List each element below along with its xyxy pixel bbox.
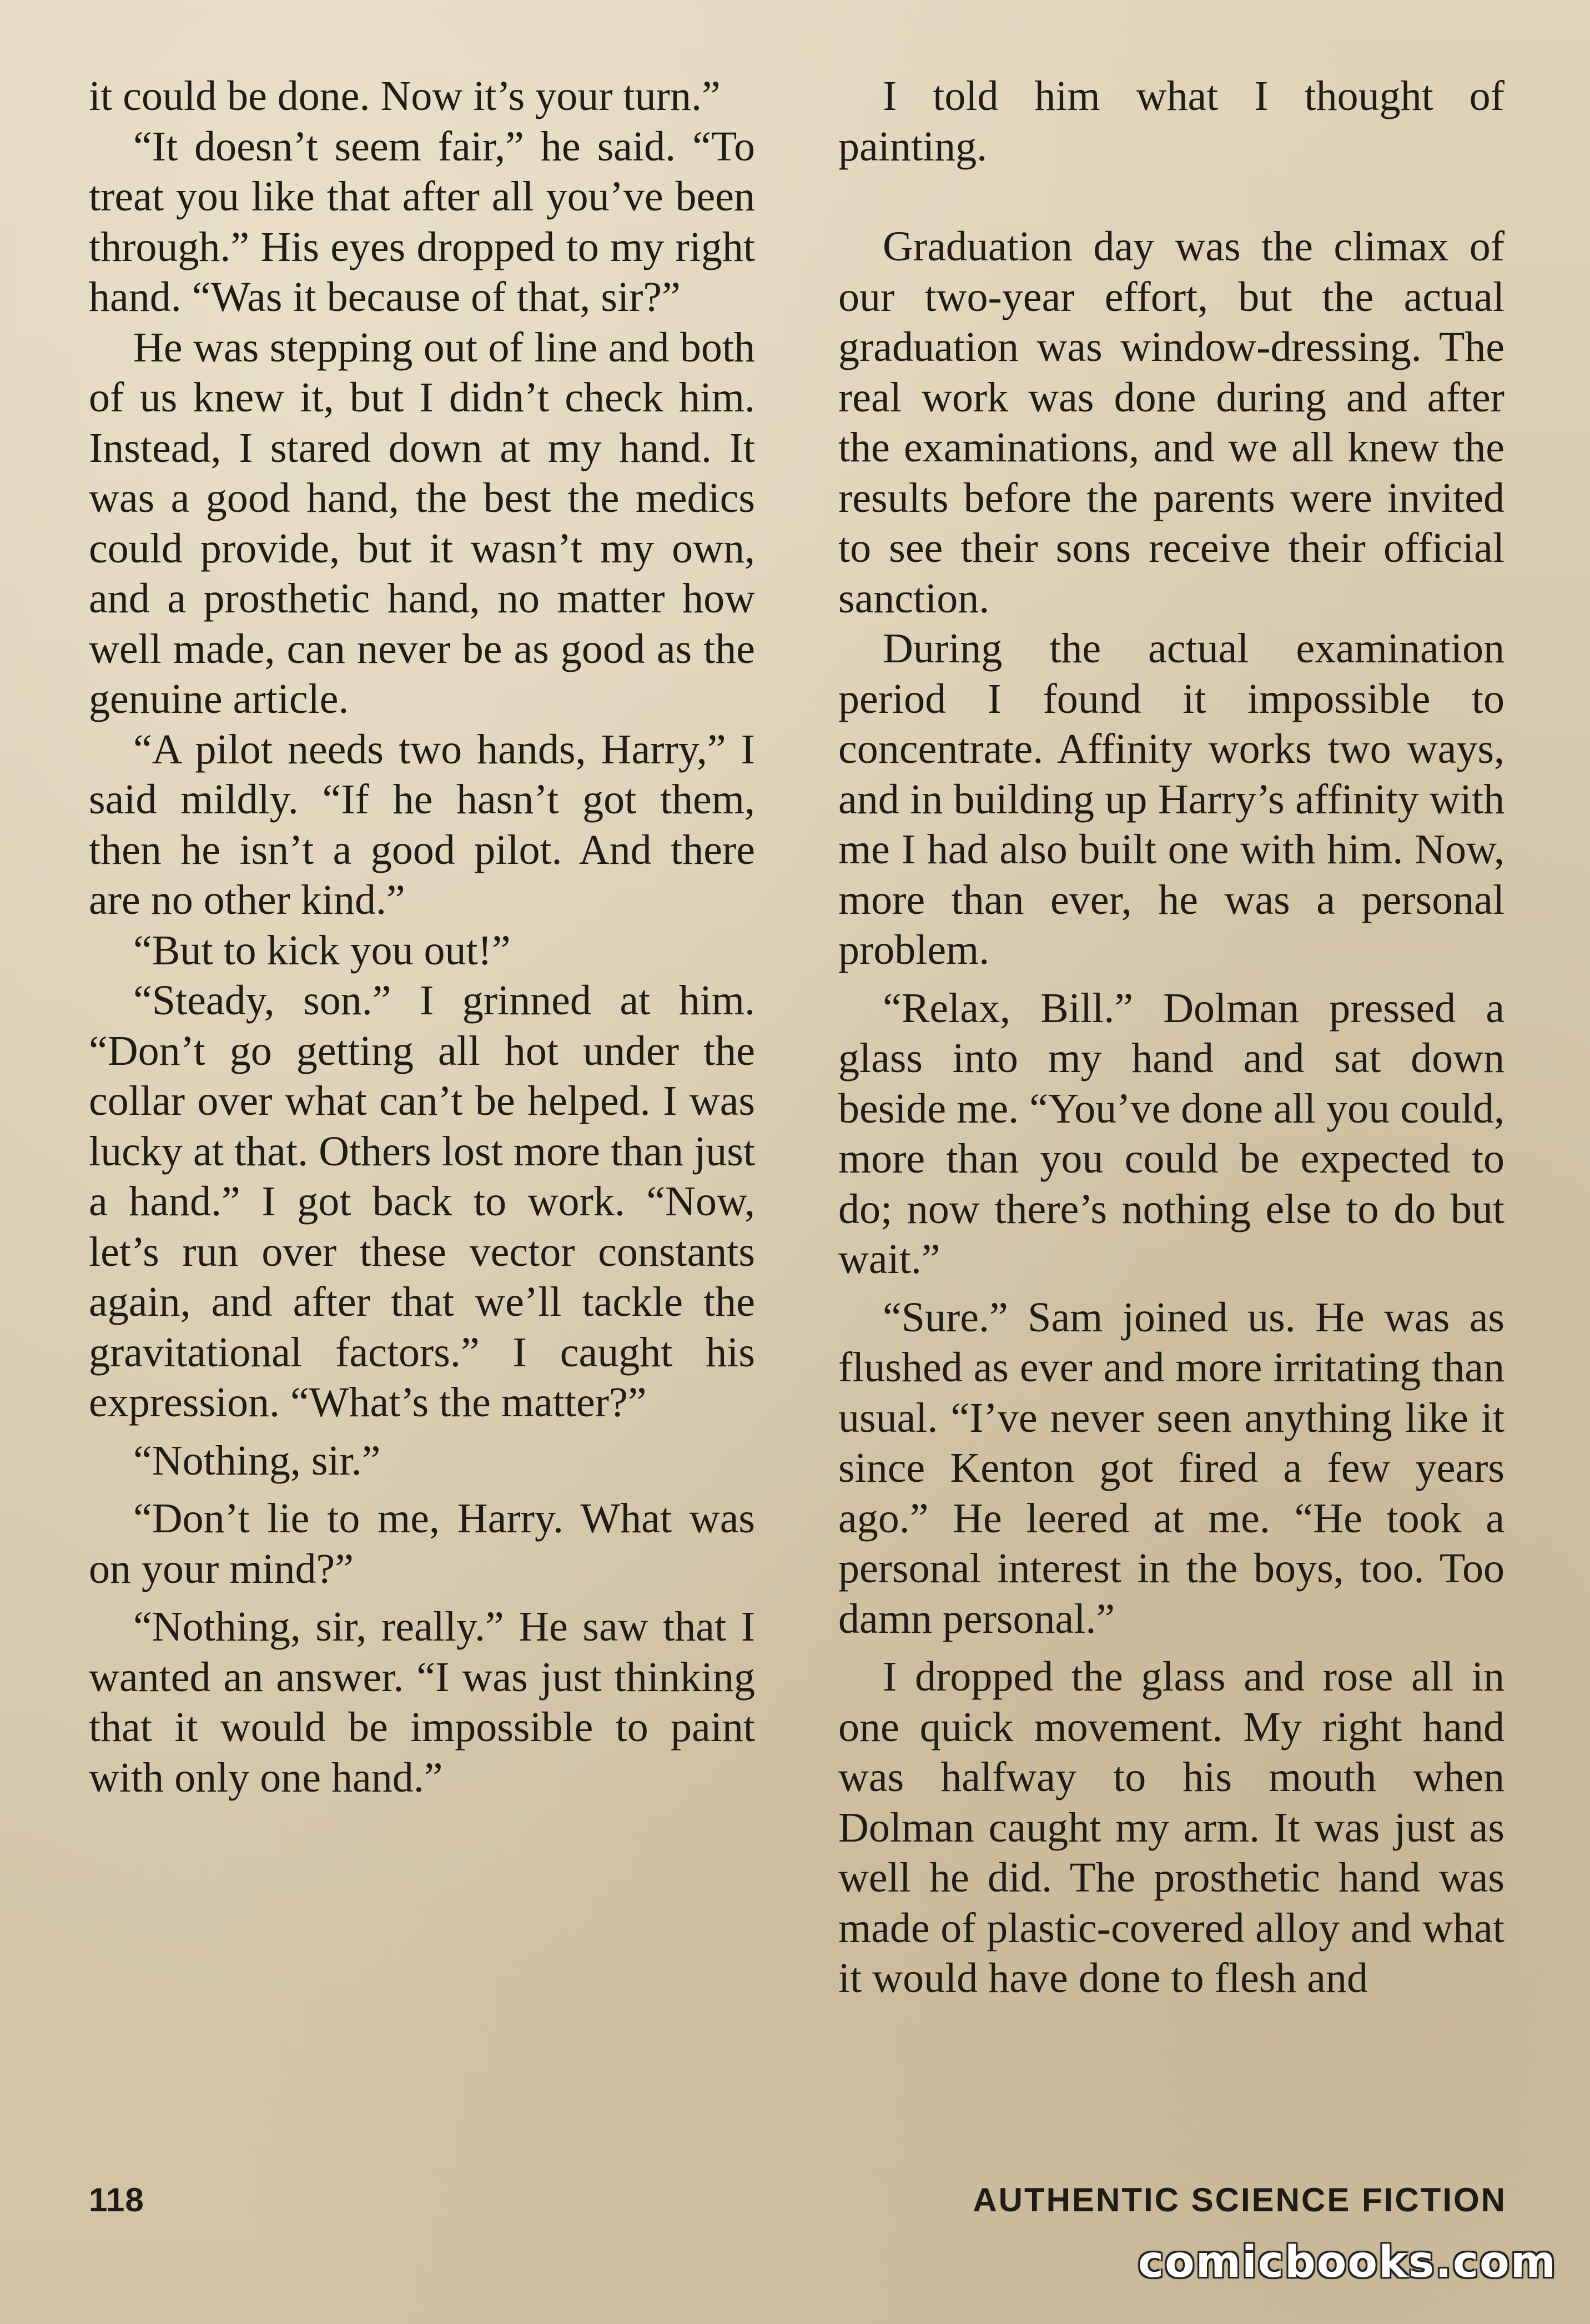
running-footer: AUTHENTIC SCIENCE FICTION [973,2181,1507,2219]
paragraph: it could be done. Now it’s your turn.” [89,73,721,119]
page-number: 118 [89,2181,144,2219]
paragraph: I dropped the glass and rose all in one quick movement. My right hand was halfway to his mouth when Dolman caught my arm. It was just as well he did. The prosthetic hand was made of plastic-covered alloy and what it would have done to flesh and [838,1653,1505,2001]
paragraph: “Sure.” Sam joined us. He was as flushed as ever and more irritating than usual. “I’ve never seen anything like it since Kenton got fired a few years ago.” He leered at me. “He took a personal interest in the boys, too. Too damn personal.” [838,1294,1505,1642]
paragraph: “Nothing, sir.” [133,1437,381,1484]
text-column-left [89,71,755,1803]
paragraph: During the actual examination period I found it impossible to concentrate. Affinity works two ways, and in building up Harry’s affinity with me I had also built one with him. Now, more than ever, he was a personal problem. [838,625,1505,973]
paragraph: “It doesn’t seem fair,” he said. “To treat you like that after all you’ve been through.” His eyes dropped to my right hand. “Was it because of that, sir?” [89,123,755,320]
paragraph: Graduation day was the climax of our two-year effort, but the actual graduation was window-dressing. The real work was done during and after the examinations, and we all knew the results before the parents were invited to see their sons receive their official sanction. [838,223,1505,622]
watermark: comicbooks.com [1138,2237,1557,2287]
paragraph: I told him what I thought of painting. [838,73,1505,170]
paragraph: “Don’t lie to me, Harry. What was on your mind?” [89,1495,755,1592]
paragraph: “Steady, son.” I grinned at him. “Don’t go getting all hot under the collar over what can’t be helped. I was lucky at that. Others lost more than just a hand.” I got back to work. “Now, let’s run over these vector constants again, and after that we’ll tackle the gravitational factors.” I caught his expression. “What’s the matter?” [89,977,755,1426]
paragraph: “But to kick you out!” [133,927,511,974]
text-column-right [838,71,1505,2004]
paragraph: He was stepping out of line and both of us knew it, but I didn’t check him. Instead, I stared down at my hand. It was a good hand, the best the medics could provide, but it wasn’t my own, and a prosthetic hand, no matter how well made, can never be as good as the genuine article. [89,324,755,722]
paragraph: “A pilot needs two hands, Harry,” I said mildly. “If he hasn’t got them, then he isn’t a good pilot. And there are no other kind.” [89,726,755,923]
paragraph: “Nothing, sir, really.” He saw that I wanted an answer. “I was just thinking that it would be impossible to paint with only one hand.” [89,1603,755,1801]
paragraph: “Relax, Bill.” Dolman pressed a glass into my hand and sat down beside me. “You’ve done all you could, more than you could be expected to do; now there’s nothing else to do but wait.” [838,984,1505,1282]
